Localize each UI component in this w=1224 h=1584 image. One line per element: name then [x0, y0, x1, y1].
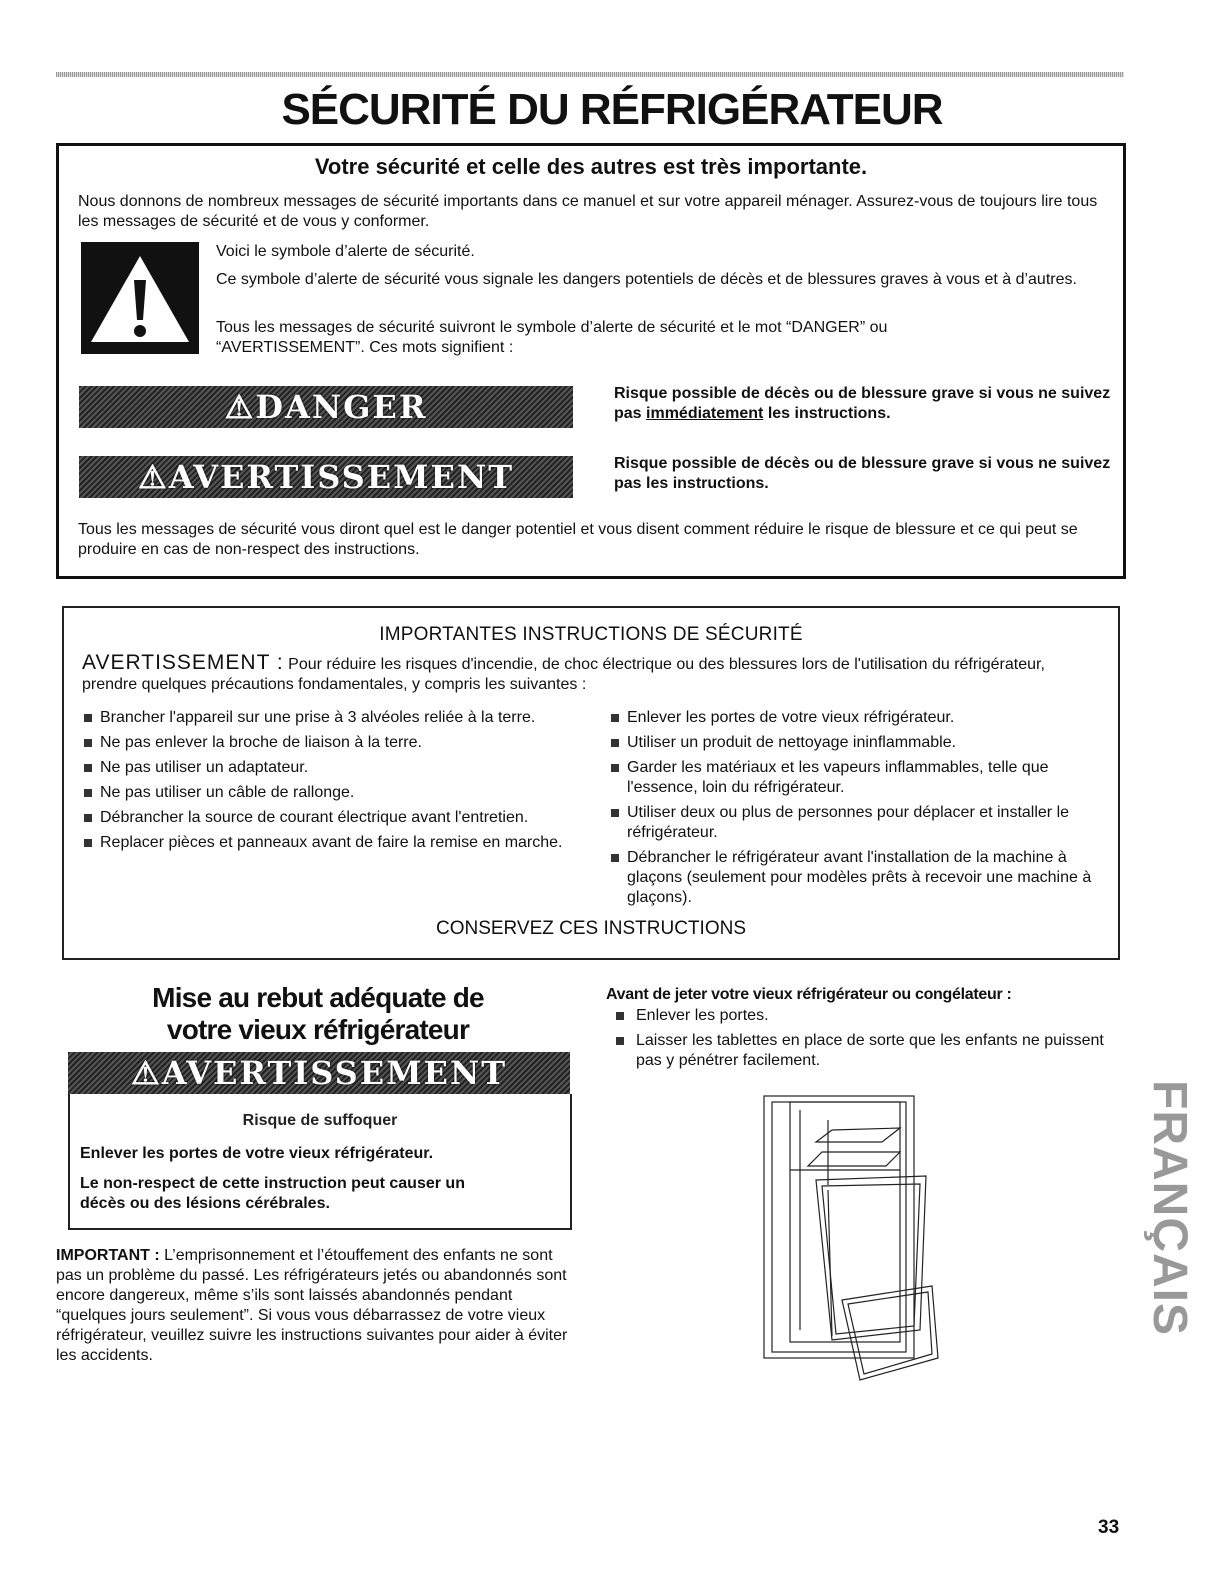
list-item: Débrancher la source de courant électrique avant l'entretien. [82, 808, 564, 828]
safety-intro: Nous donnons de nombreux messages de sécurité importants dans ce manuel et sur votre appareil ménager. Assurez-vous de toujours lire tous les messages de sécurité et de vous y conformer. [78, 193, 1098, 230]
before-list [614, 1006, 1104, 1076]
instructions-footer: CONSERVEZ CES INSTRUCTIONS [435, 918, 747, 939]
instructions-list-left [82, 708, 564, 858]
safety-alert-icon [81, 242, 199, 354]
svg-text:FRANÇAIS: FRANÇAIS [1143, 1080, 1196, 1336]
list-item: Replacer pièces et panneaux avant de faire la remise en marche. [82, 833, 564, 853]
important-paragraph: IMPORTANT : L’emprisonnement et l’étouffement des enfants ne sont pas un problème du passé. Les réfrigérateurs jetés ou abandonnés sont encore dangereux, même s’ils sont laissés abandonnés pendant “quelques jours seulement”. Si vous vous débarrassez de votre vieux réfrigérateur, veuillez suivre les instructions suivantes pour aider à éviter les accidents. [56, 1247, 568, 1364]
page-title: SÉCURITÉ DU RÉFRIGÉRATEUR [281, 85, 943, 134]
before-heading: Avant de jeter votre vieux réfrigérateur ou congélateur : [606, 986, 1012, 1003]
page-number: 33 [1098, 1517, 1120, 1538]
disposal-consequence: Le non-respect de cette instruction peut causer un décès ou des lésions cérébrales. [80, 1175, 465, 1212]
warning-banner: ⚠AVERTISSEMENT [79, 456, 573, 498]
top-rule [56, 72, 1124, 77]
list-item: Enlever les portes de votre vieux réfrigérateur. [609, 708, 1104, 728]
safety-message-box [56, 143, 1126, 579]
list-item: Utiliser deux ou plus de personnes pour déplacer et installer le réfrigérateur. [609, 803, 1104, 843]
instructions-intro: AVERTISSEMENT : Pour réduire les risques d'incendie, de choc électrique ou des blessures lors de l'utilisation du réfrigérateur, prendre quelques précautions fondamentales, y compris les suivantes : [82, 651, 1045, 693]
list-item: Utiliser un produit de nettoyage ininflammable. [609, 733, 1104, 753]
disposal-heading: Mise au rebut adéquate de votre vieux réfrigérateur [152, 982, 484, 1045]
disposal-warning-banner: ⚠AVERTISSEMENT [68, 1052, 570, 1094]
danger-description: Risque possible de décès ou de blessure grave si vous ne suivez pas immédiatement les instructions. [614, 385, 1111, 422]
risk-title: Risque de suffoquer [242, 1112, 398, 1129]
francais-side-tab [1140, 1080, 1196, 1340]
refrigerator-illustration [760, 1090, 920, 1380]
safety-footer: Tous les messages de sécurité vous diront quel est le danger potentiel et vous disent comment réduire le risque de blessure et ce qui peut se produire en cas de non-respect des instructions. [78, 521, 1078, 558]
alert-icon: ⚠ [131, 1054, 162, 1092]
symbol-line-1: Voici le symbole d’alerte de sécurité. [216, 243, 475, 260]
list-item: Laisser les tablettes en place de sorte que les enfants ne puissent pas y pénétrer facilement. [614, 1031, 1104, 1071]
instructions-list-right [609, 708, 1104, 913]
disposal-instruction: Enlever les portes de votre vieux réfrigérateur. [80, 1145, 434, 1162]
warning-description: Risque possible de décès ou de blessure grave si vous ne suivez pas les instructions. [614, 455, 1111, 492]
alert-icon: ⚠ [138, 458, 169, 496]
list-item: Ne pas utiliser un câble de rallonge. [82, 783, 564, 803]
symbol-line-2: Ce symbole d’alerte de sécurité vous signale les dangers potentiels de décès et de blessures graves à vous et à d’autres. [216, 271, 1077, 288]
list-item: Garder les matériaux et les vapeurs inflammables, telle que l'essence, loin du réfrigérateur. [609, 758, 1104, 798]
disposal-warning-box [68, 1094, 572, 1230]
alert-icon: ⚠ [224, 388, 256, 426]
list-item: Ne pas utiliser un adaptateur. [82, 758, 564, 778]
list-item: Ne pas enlever la broche de liaison à la terre. [82, 733, 564, 753]
safety-heading: Votre sécurité et celle des autres est très importante. [314, 154, 868, 179]
instructions-box [62, 606, 1120, 960]
list-item: Enlever les portes. [614, 1006, 1104, 1026]
list-item: Brancher l'appareil sur une prise à 3 alvéoles reliée à la terre. [82, 708, 564, 728]
instructions-heading: IMPORTANTES INSTRUCTIONS DE SÉCURITÉ [379, 624, 803, 645]
symbol-line-3: Tous les messages de sécurité suivront le symbole d’alerte de sécurité et le mot “DANGER” ou “AVERTISSEMENT”. Ces mots signifient : [216, 319, 888, 356]
danger-banner: ⚠DANGER [79, 386, 573, 428]
list-item: Débrancher le réfrigérateur avant l'installation de la machine à glaçons (seulement pour modèles prêts à recevoir une machine à glaçons). [609, 848, 1104, 908]
